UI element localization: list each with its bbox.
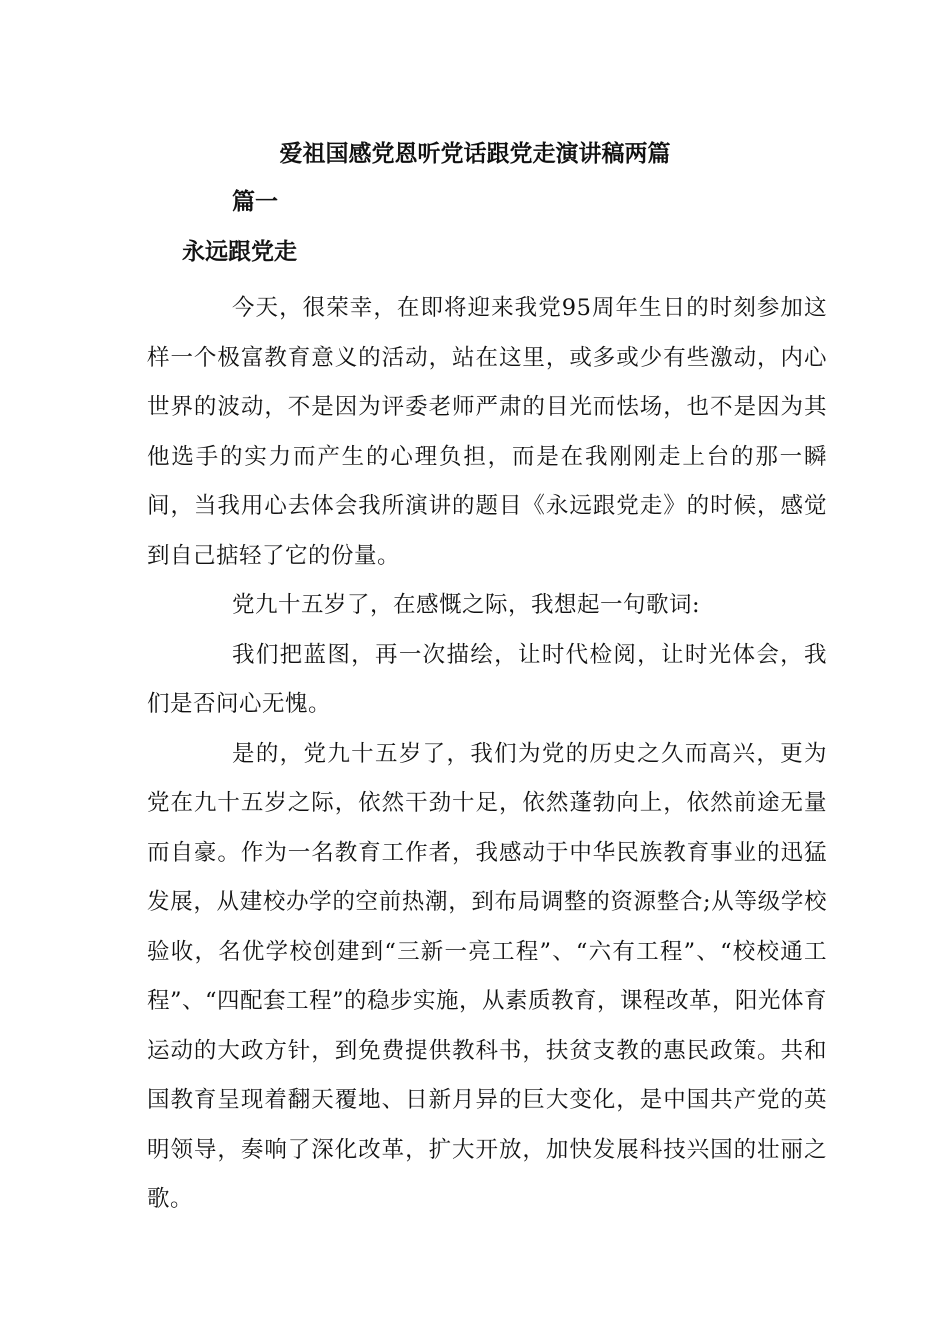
body-text <box>147 284 827 1225</box>
speech-subtitle: 永远跟党走 <box>182 238 297 265</box>
section-heading: 篇一 <box>232 188 278 215</box>
document-title: 爱祖国感党恩听党话跟党走演讲稿两篇 <box>279 140 671 167</box>
paragraph: 是的，党九十五岁了，我们为党的历史之久而高兴，更为党在九十五岁之际，依然干劲十足，依然蓬勃向上，依然前途无量而自豪。作为一名教育工作者，我感动于中华民族教育事业的迅猛发展，从建校办学的空前热潮，到布局调整的资源整合;从等级学校验收，名优学校创建到“三新一亮工程”、“六有工程”、“校校通工程”、“四配套工程”的稳步实施，从素质教育，课程改革，阳光体育运动的大政方针，到免费提供教科书，扶贫支教的惠民政策。共和国教育呈现着翻天覆地、日新月异的巨大变化，是中国共产党的英明领导，奏响了深化改革，扩大开放，加快发展科技兴国的壮丽之歌。 <box>147 740 828 1212</box>
paragraph: 我们把蓝图，再一次描绘，让时代检阅，让时光体会，我们是否问心无愧。 <box>147 641 827 717</box>
paragraph: 党九十五岁了，在感慨之际，我想起一句歌词: <box>232 592 701 618</box>
paragraph: 今天，很荣幸，在即将迎来我党95周年生日的时刻参加这样一个极富教育意义的活动，站在这里，或多或少有些激动，内心世界的波动，不是因为评委老师严肃的目光而怯场，也不是因为其他选手的实力而产生的心理负担，而是在我刚刚走上台的那一瞬间，当我用心去体会我所演讲的题目《永远跟党走》的时候，感觉到自己掂轻了它的份量。 <box>147 295 827 569</box>
